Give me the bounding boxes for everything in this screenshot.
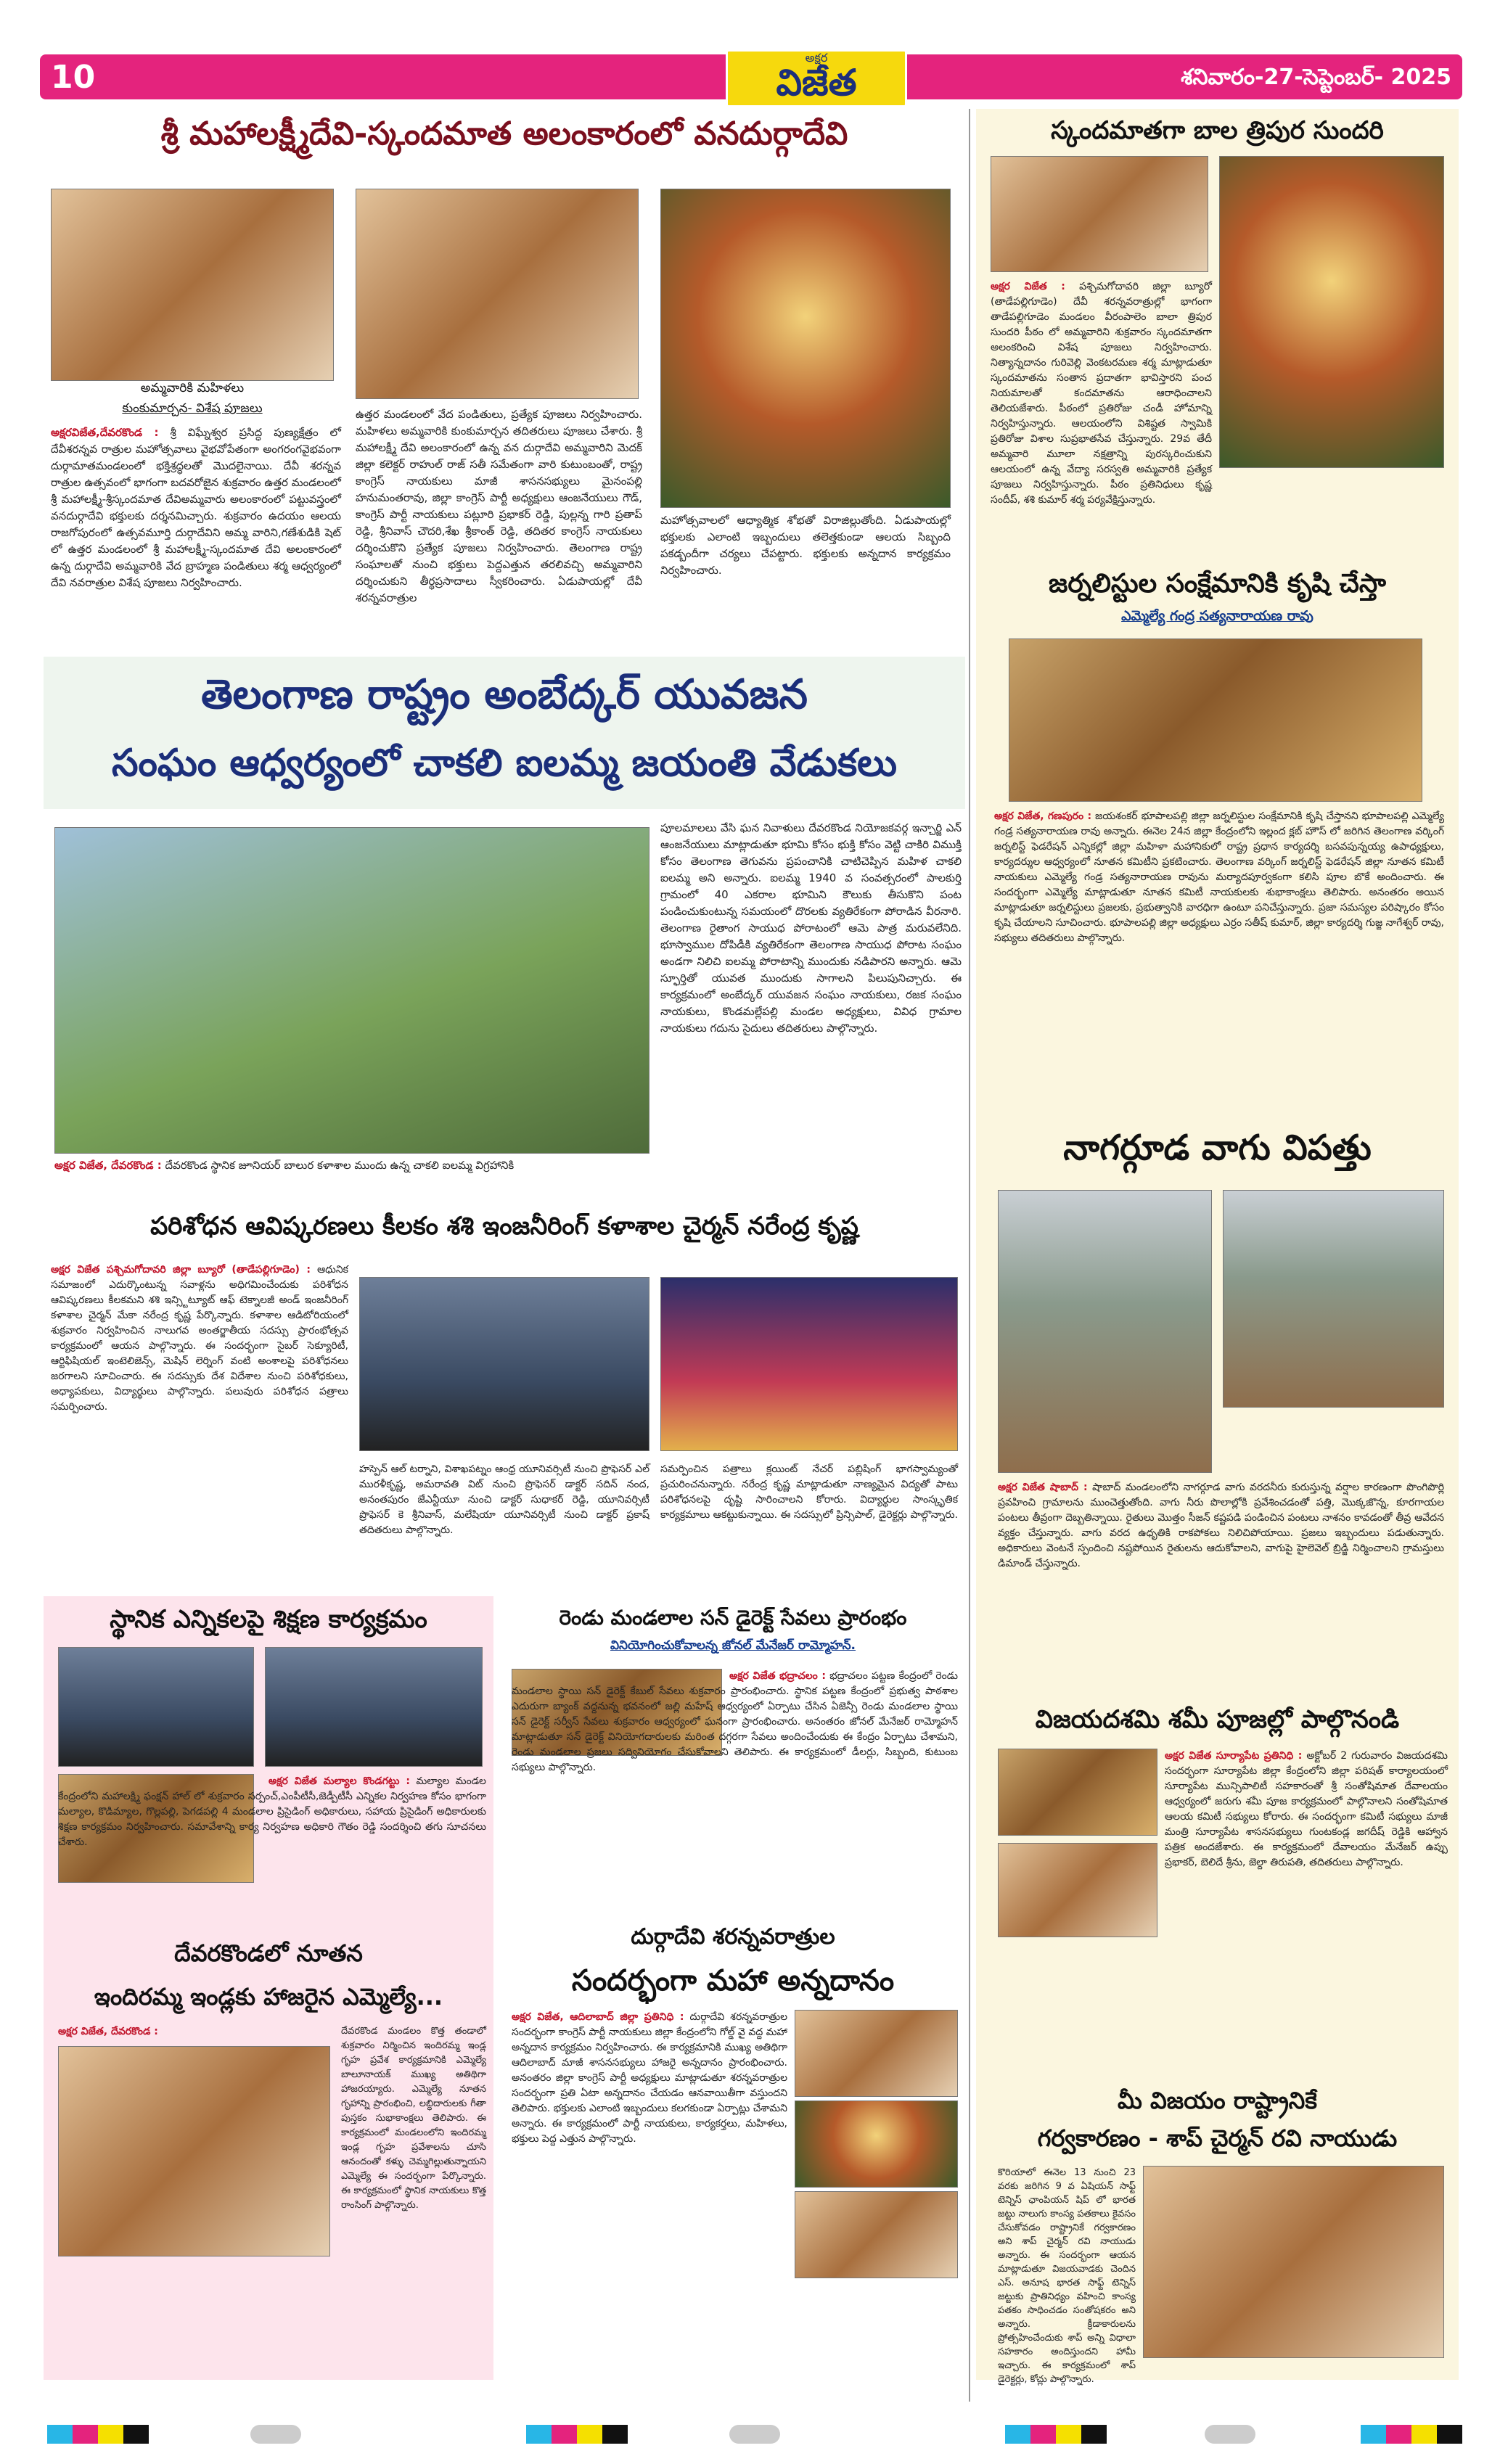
headline-training: స్థానిక ఎన్నికలపై శిక్షణ కార్యక్రమం — [110, 1605, 427, 1634]
a11-body — [512, 2010, 787, 2373]
grey-pill-2 — [729, 2425, 780, 2444]
photo-deity-alankaram — [660, 189, 951, 508]
photo-annadanam-3 — [795, 2191, 958, 2278]
a6-body — [998, 1480, 1444, 1691]
a5-col1 — [51, 1262, 348, 1582]
photo-bala-deity — [1219, 156, 1444, 468]
photo-stage-dance — [660, 1277, 958, 1451]
a1-col3: మహోత్సవాలలో ఆధ్యాత్మిక శోభతో విరాజిల్లుతోంది. ఏడుపాయల్లో భక్తులకు ఎలాంటి ఇబ్బందులు తలెత్తకుండా ఆలయ సిబ్బంది పకడ్బందీగా చర్యలు చేపట్టారు. భక్తులకు అన్నదాన కార్యక్రమం నిర్వహించారు. — [660, 514, 951, 577]
a5-byline: అక్షర విజేత పశ్చిమగోదావరి జిల్లా బ్యూరో (తాడేపల్లిగూడెం) : — [51, 1264, 311, 1276]
headline-ilamma-2: సంఘం ఆధ్వర్యంలో చాకలి ఐలమ్మ జయంతి వేడుకలు — [111, 742, 898, 785]
registration-marks-c2 — [1005, 2425, 1107, 2444]
photo-indiramma-house — [58, 2046, 330, 2256]
a11-text: దుర్గాదేవి శరన్నవరాత్రుల సందర్భంగా కాంగ్రెస్ పార్టీ నాయకులు జిల్లా కేంద్రంలోని గోల్డ్ వై వద్ద మహా అన్నదాన కార్యక్రమం నిర్వహించారు. ఈ కార్యక్రమానికి ముఖ్య అతిథిగా ఆదిలాబాద్ మాజీ శాసనసభ్యులు హాజరై అన్నదానం ప్రారంభించారు. అనంతరం జిల్లా కాంగ్రెస్ పార్టీ అధ్యక్షులు మాట్లాడుతూ శరన్నవరాత్రుల సందర్భంగా ప్రతి ఏటా అన్నదానం చేయడం ఆనవాయితీగా వస్తుందని తెలిపారు. భక్తులకు ఎలాంటి ఇబ్బందులు కలగకుండా ఏర్పాట్లు చేశామని అన్నారు. ఈ కార్యక్రమంలో పార్టీ నాయకులు, కార్యకర్తలు, మహిళలు, భక్తులు పెద్ద ఎత్తున పాల్గొన్నారు. — [512, 2011, 787, 2145]
a5-col1-text: ఆధునిక సమాజంలో ఎదుర్కొంటున్న సవాళ్లను అధిగమించేందుకు పరిశోధన ఆవిష్కరణలు కీలకమని శశి ఇన్స్టిట్యూట్ ఆఫ్ టెక్నాలజీ అండ్ ఇంజనీరింగ్ కళాశాల చైర్మన్ మేకా నరేంద్ర కృష్ణ పేర్కొన్నారు. కళాశాల ఆడిటోరియంలో శుక్రవారం నిర్వహించిన నాలుగవ అంతర్జాతీయ సదస్సు ప్రారంభోత్సవ కార్యక్రమంలో ఆయన పాల్గొన్నారు. ఈ సందర్భంగా సైబర్ సెక్యూరిటీ, ఆర్టిఫిషియల్ ఇంటెలిజెన్స్, మెషిన్ లెర్నింగ్ వంటి అంశాలపై పరిశోధనలు జరగాలని సూచించారు. ఈ సదస్సుకు దేశ విదేశాల నుంచి పరిశోధకులు, అధ్యాపకులు, విద్యార్థులు పాల్గొన్నారు. పలువురు పరిశోధన పత్రాలు సమర్పించారు. — [51, 1264, 348, 1413]
a5-col3: సమర్పించిన పత్రాలు క్లయింట్ నేచర్ పబ్లిషింగ్ భాగస్వామ్యంతో ప్రచురించనున్నారు. నరేంద్ర కృష్ణ మాట్లాడుతూ నాణ్యమైన విద్యతో పాటు పరిశోధనలపై దృష్టి సారించాలని కోరారు. విద్యార్థుల సాంస్కృతిక కార్యక్రమాలు ఆకట్టుకున్నాయి. ఈ సదస్సులో ప్రిన్సిపాల్, డైరెక్టర్లు పాల్గొన్నారు. — [660, 1463, 959, 1521]
registration-marks-c1 — [526, 2425, 628, 2444]
photo-women-pooja — [51, 189, 334, 381]
a2-byline: అక్షర విజేత : — [991, 281, 1065, 292]
subhead-mla-gandra: ఎమ్మెల్యే గంద్ర సత్యనారాయణ రావు — [1121, 608, 1313, 624]
headline-sap-1: మీ విజయం రాష్ట్రానికే — [1118, 2087, 1317, 2114]
headline-nagarguda: నాగర్గూడ వాగు విపత్తు — [1063, 1128, 1372, 1168]
photo-training-hall — [265, 1647, 483, 1767]
column-divider — [969, 109, 970, 2402]
photo-annadanam-1 — [795, 2010, 958, 2097]
photo-flood-2 — [1223, 1190, 1444, 1408]
a5-col2: హస్పెన్ ఆల్ టర్నాని, విశాఖపట్నం ఆంధ్ర యూనివర్సిటీ నుంచి ప్రొఫెసర్ ఎల్ మురళీకృష్ణ, అమరావతి విట్ నుంచి ప్రొఫెసర్ డాక్టర్ సదిన్ నంద, అనంతపురం జేఎన్టీయూ నుంచి డాక్టర్ సుధాకర్ రెడ్డి, యూనివర్సిటీ ప్రొఫెసర్ కె శ్రీనివాస్, మలేషియా యూనివర్సిటీ నుంచి డాక్టర్ ప్రకాష్ తదితరులు పాల్గొన్నారు. — [359, 1463, 649, 1536]
a12-body: కొరియాలో ఈనెల 13 నుంచి 23 వరకు జరిగిన 9 వ ఏషియన్ సాఫ్ట్ టెన్నిస్ ఛాంపియన్ షిప్ లో భారత జట్టు నాలుగు కాంస్య పతకాలు కైవసం చేసుకోవడం రాష్ట్రానికే గర్వకారణం అని శాప్ చైర్మన్ రవి నాయుడు అన్నారు. ఈ సందర్భంగా ఆయన మాట్లాడుతూ విజయవాడకు చెందిన ఎస్. అనూష భారత సాఫ్ట్ టెన్నిస్ జట్టుకు ప్రాతినిధ్యం వహించి కాంస్య పతకం సాధించడం సంతోషకరం అని అన్నారు. క్రీడాకారులను ప్రోత్సహించేందుకు శాప్ అన్ని విధాలా సహకారం అందిస్తుందని హామీ ఇచ్చారు. ఈ కార్యక్రమంలో శాప్ డైరెక్టర్లు, కోచ్లు పాల్గొన్నారు. — [998, 2167, 1136, 2385]
a7-byline: అక్షర విజేత సూర్యాపేట ప్రతినిధి : — [1165, 1750, 1303, 1762]
a2-text: పశ్చిమగోదావరి జిల్లా బ్యూరో (తాడేపల్లిగూడెం) దేవీ శరన్నవరాత్రుల్లో భాగంగా తాడేపల్లిగూడెం మండలం వీరంపాలెం బాలా త్రిపుర సుందరి పీఠం లో అమ్మవారిని శుక్రవారం స్కందమాతగా అలంకరించి విశేష పూజలు నిర్వహించారు. నిత్యాన్నదానం గురివెల్లి వెంకటరమణ శర్మ మాట్లాడుతూ స్కందమాతను సంతాన ప్రదాతగా భావిస్తారని పంచ నియమాలతో కందమాతను ఆరాధించాలని తెలియజేశారు. పీఠంలో ప్రతిరోజు చండీ హోమాన్ని నిర్వహిస్తున్నారు. ఆలయంలోని విశిష్టత స్వామికి ప్రతిరోజు విశాల సుప్రభాతసేవ చేస్తున్నారు. 29వ తేదీ అమ్మవారి మూలా నక్షత్రాన్ని పురస్కరించుకుని ఆలయంలో ఉన్న వేద్యా సరస్వతి అమ్మవారికి ప్రత్యేక పూజలు నిర్వహిస్తున్నారు. పీఠం ప్రతినిధులు కృష్ణ సందీప్, శశి కుమార్ శర్మ పర్యవేక్షిస్తున్నారు. — [991, 281, 1212, 506]
a9-byline: అక్షర విజేత భద్రాచలం : — [729, 1670, 826, 1682]
a9-body — [512, 1669, 958, 1908]
a1-byline: అక్షరవిజేత,దేవరకొండ : — [51, 426, 159, 439]
a4-body: పూలమాలలు వేసి ఘన నివాళులు దేవరకొండ నియోజకవర్గ ఇన్చార్జి ఎన్ ఆంజనేయులు మాట్లాడుతూ భూమి కోసం భుక్తి కోసం వెట్టి చాకిరి విముక్తి కోసం తెలంగాణ తెగువను ప్రపంచానికి చాటిచెప్పిన మహిళ చాకలి ఐలమ్మ అని అన్నారు. ఐలమ్మ 1940 వ సంవత్సరంలో పాలకుర్తి గ్రామంలో 40 ఎకరాల భూమిని కౌలుకు తీసుకొని పంట పండించుకుంటున్న సమయంలో దొరలకు వ్యతిరేకంగా పోరాడిన వీరనారి. తెలంగాణ రైతాంగ సాయుధ పోరాటంలో ఆమె పాత్ర మరువలేనిది. భూస్వాముల దోపిడీకి వ్యతిరేకంగా తెలంగాణ సాయుధ పోరాట సంఘం అండగా నిలిచి ఐలమ్మ పోరాటాన్ని ముందుకు నడిపారని అన్నారు. ఆమె స్ఫూర్తితో యువత ముందుకు సాగాలని పిలుపునిచ్చారు. ఈ కార్యక్రమంలో అంబేద్కర్ యువజన సంఘం నాయకులు, రజక సంఘం నాయకులు, కొండమల్లేపల్లి మండల అధ్యక్షులు, వివిధ గ్రామాల నాయకులు గదును సైదులు తదితరులు పాల్గొన్నారు. — [660, 821, 962, 1035]
headline-indiramma-2: ఇందిరమ్మ ఇండ్లకు హాజరైన ఎమ్మెల్యే... — [94, 1983, 443, 2011]
photo-bala-pooja — [991, 156, 1208, 272]
photo-journalists-group — [1009, 638, 1422, 802]
grey-pill-1 — [250, 2425, 301, 2444]
headline-annadanam-1: దుర్గాదేవి శరన్నవరాత్రుల — [631, 1924, 835, 1950]
headline-annadanam-2: సందర్భంగా మహా అన్నదానం — [571, 1964, 895, 1997]
a8-text: మల్యాల మండల కేంద్రంలోని మహాలక్ష్మి ఫంక్షన్ హాల్ లో శుక్రవారం సర్పంచ్,ఎంపీటీసీ,జెడ్పీటీసీ ఎన్నికల నిర్వహణ కోసం భాగంగా మల్యాల, కొడిమ్యాల, గొల్లపల్లి, పెగడపల్లి 4 మండలాల ప్రిసైడింగ్ అధికారులు, సహాయ ప్రిసైడింగ్ అధికారులకు శిక్షణ కార్యక్రమం నిర్వహించారు. సమావేశాన్ని కార్య నిర్వహణ అధికారి గౌతం రెడ్డి సందర్శించి తగు సూచనలు చేశారు. — [58, 1775, 486, 1848]
a2-body — [991, 279, 1212, 548]
a10-byline: అక్షర విజేత, దేవరకొండ : — [58, 2026, 158, 2037]
headline-ilamma-1: తెలంగాణ రాష్ట్రం అంబేద్కర్ యువజన — [201, 671, 808, 718]
photo-training-stage — [58, 1647, 254, 1767]
a1-col1 — [51, 424, 341, 588]
photo-flood-1 — [998, 1190, 1212, 1473]
caption-kumkumarchana: కుంకుమార్చన- విశేష పూజలు — [122, 401, 263, 416]
headline-vanadurga: శ్రీ మహాలక్ష్మీదేవి-స్కందమాత అలంకారంలో వనదుర్గాదేవి — [160, 115, 848, 152]
subhead-zonal-manager: వినియోగించుకోవాలన్న జోనల్ మేనేజర్ రామ్మోహన్. — [610, 1638, 856, 1653]
a3-byline: అక్షర విజేత, గణపురం : — [994, 810, 1092, 822]
headline-sap-2: గర్వకారణం - శాప్ చైర్మన్ రవి నాయుడు — [1037, 2124, 1398, 2152]
grey-pill-3 — [1205, 2425, 1255, 2444]
masthead-small: అక్షర — [805, 51, 828, 65]
a1-col1-text: శ్రీ విఘ్నేశ్వర ప్రసిద్ధ పుణ్యక్షేత్రం లో దేవీశరన్నవ రాత్రుల మహోత్సవాలు వైభవోపేతంగా అంగరంగవైభవంగా దుర్గామాతమండలంలో భక్తిశ్రద్ధలతో మొదలైనాయి. దేవీ శరన్నవ రాత్రుల ఉత్సవంలో భాగంగా బదవరోజైన శుక్రవారం ఉత్తర మండలంలో శ్రీ మహాలక్ష్మీ-శ్రీస్కందమాత దేవిఅమ్మవారు అలంకారంలో పట్టువస్త్రంలో వనదుర్గాదేవి భక్తులకు దర్శనమిచ్చారు. శుక్రవారం ఉదయం ఆలయ రాజగోపురంలో ఉత్సవమూర్తి దుర్గాదేవిని అమ్మ వారిని,గణేశుడికి షెట్ లో ఉత్తర మండలంలో శ్రీ మహాలక్ష్మీ-స్కందమాత దేవి అలంకారంలో ఉన్న దుర్గాదేవి అమ్మవారికి వేద బ్రాహ్మణ పండితులు శర్మ ఆధ్వర్యంలో దేవి నవరాత్రుల విశేష పూజలు నిర్వహించారు. — [51, 426, 341, 589]
a8-byline: అక్షర విజేత మల్యాల కొండగట్టు : — [269, 1775, 411, 1787]
registration-marks-right — [1361, 2425, 1462, 2444]
a6-byline: అక్షర విజేత షాబాద్ : — [998, 1482, 1088, 1493]
headline-journalists: జర్నలిస్టుల సంక్షేమానికి కృషి చేస్తా — [1049, 569, 1386, 599]
photo-ilamma-statue — [54, 827, 649, 1154]
headline-sasi-college: పరిశోధన ఆవిష్కరణలు కీలకం శశి ఇంజనీరింగ్ కళాశాల చైర్మన్ నరేంద్ర కృష్ణ — [150, 1212, 858, 1241]
a3-text: జయశంకర్ భూపాలపల్లి జిల్లా జర్నలిస్టుల సంక్షేమానికి కృషి చేస్తానని భూపాలపల్లి ఎమ్మెల్యే గండ్ర సత్యనారాయణ రావు అన్నారు. ఈనెల 24న జిల్లా కేంద్రంలోని ఇల్లంద క్లబ్ హౌస్ లో జరిగిన తెలంగాణ వర్కింగ్ జర్నలిస్ట్ ఫెడరేషన్ ఎన్నికల్లో జిల్లా మహిళా మహానికులో రాష్ట్ర ప్రధాన కార్యదర్శి బసవపున్నయ్య ఉపాధ్యక్షులు, కార్యదర్శుల ఆధ్వర్యంలో నూతన కమిటీని ప్రకటించారు. తెలంగాణ వర్కింగ్ జర్నలిస్ట్ ఫెడరేషన్ జిల్లా నూతన కమిటీ నాయకులు ఎమ్మెల్యే గండ్ర సత్యనారాయణ రావును మర్యాదపూర్వకంగా కలిసి పూల బొకే అందించారు. ఈ సందర్భంగా ఎమ్మెల్యే మాట్లాడుతూ నూతన కమిటీ నాయకులకు శుభాకాంక్షలు తెలిపారు. అనంతరం అయిన మాట్లాడుతూ జర్నలిస్టులు ప్రజలకు, ప్రభుత్వానికి వారధిగా ఉంటూ పనిచేస్తున్నారు. ప్రజా సమస్యల పరిష్కారం కోసం కృషి చేయాలని సూచించారు. భూపాలపల్లి జిల్లా అధ్యక్షులు ఎర్రం సతీష్ కుమార్, జిల్లా కార్యదర్శి గుజ్జ నాగేశ్వర్ రావు, సభ్యులు తదితరులు పాల్గొన్నారు. — [994, 810, 1445, 944]
a9-text: భద్రాచలం పట్టణ కేంద్రంలో రెండు మండలాల స్థాయి సన్ డైరెక్ట్ కేబుల్ సేవలు శుక్రవారం ప్రారంభించారు. స్థానిక పట్టణ కేంద్రంలో ప్రభుత్వ పాఠశాల ఎదురుగా బ్యాంక్ వద్దనున్న భవనంలో జల్లి మహేష్ ఆధ్వర్యంలో ఏర్పాటు చేసిన ఏజెన్సీ రెండు మండలాల స్థాయి సన్ డైరెక్ట్ సర్వీస్ సేవలు శుక్రవారం ఆధ్వర్యంలో ఘనంగా ప్రారంభించారు. అనంతరం జోనల్ మేనేజర్ రామ్మోహన్ మాట్లాడుతూ సన్ డైరెక్ట్ వినియోగదారులకు మరింత దగ్గరగా సేవలు అందించేందుకు ఈ కేంద్రం ఏర్పాటు చేశామని, రెండు మండలాల ప్రజలు సద్వినియోగం చేసుకోవాలని తెలిపారు. ఈ కార్యక్రమంలో డీలర్లు, సిబ్బంది, కుటుంబ సభ్యులు పాల్గొన్నారు. — [512, 1670, 958, 1773]
headline-balatripura: స్కందమాతగా బాల త్రిపుర సుందరి — [1051, 116, 1384, 145]
a6-text: షాబాద్ మండలంలోని నాగర్గూడ వాగు వరదనీరు కురుస్తున్న వర్షాల కారణంగా పొంగిపొర్లి ప్రవహించి గ్రామాలను ముంచెత్తుతోంది. వాగు నీరు పొలాల్లోకి ప్రవేశించడంతో పత్తి, మొక్కజొన్న, కూరగాయల పంటలు తీవ్రంగా దెబ్బతిన్నాయి. రైతులు మొత్తం సీజన్ కష్టపడి పండించిన పంటలు నాశనం కావడంతో తీవ్ర ఆవేదన వ్యక్తం చేస్తున్నారు. వాగు వరద ఉధృతికి రాకపోకలు నిలిచిపోయాయి. ప్రజలు ఇబ్బందులు పడుతున్నారు. అధికారులు వెంటనే స్పందించి నష్టపోయిన రైతులను ఆదుకోవాలని, వాగుపై హైలెవెల్ బ్రిడ్జి నిర్మించాలని గ్రామస్తులు డిమాండ్ చేస్తున్నారు. — [998, 1482, 1445, 1569]
a4-byline: అక్షర విజేత, దేవరకొండ : — [54, 1159, 162, 1172]
a7-text: అక్టోబర్ 2 గురువారం విజయదశమి సందర్భంగా సూర్యాపేట జిల్లా కేంద్రంలోని జిల్లా పరిషత్ కార్యాలయంలో సూర్యాపేట మున్సిపాలిటీ సహకారంతో శ్రీ సంతోషిమాత దేవాలయం ఆధ్వర్యంలో జరుగు శమీ పూజ కార్యక్రమంలో పాల్గొనాలని సంతోషిమాత ఆలయ కమిటీ సభ్యులు కోరారు. ఈ సందర్భంగా కమిటీ సభ్యులు మాజీ మంత్రి సూర్యాపేట శాసనసభ్యులు గుంటకండ్ల జగదీష్ రెడ్డికి ఆహ్వాన పత్రిక అందజేశారు. ఈ కార్యక్రమంలో దేవాలయం మేనేజర్ ఉప్పు ప్రభాకర్, బెలిదే శ్రీను, జెల్దా తిరుపతి, తదితరులు పాల్గొన్నారు. — [1165, 1750, 1448, 1868]
issue-date: శనివారం-27-సెప్టెంబర్- 2025 — [1181, 65, 1451, 90]
headline-vijayadasami: విజయదశమి శమీ పూజల్లో పాల్గొనండి — [1035, 1705, 1400, 1734]
a3-body — [994, 809, 1444, 1106]
photo-sap-chairman — [1143, 2166, 1444, 2358]
a4-bottom — [54, 1157, 649, 1194]
headline-sun-direct: రెండు మండలాల సన్ డైరెక్ట్ సేవలు ప్రారంభం — [559, 1606, 907, 1630]
masthead: విజేత — [776, 62, 857, 104]
a11-byline: అక్షర విజేత, ఆదిలాబాద్ జిల్లా ప్రతినిధి : — [512, 2011, 684, 2023]
headline-indiramma-1: దేవరకొండలో నూతన — [174, 1939, 363, 1967]
a10-body: దేవరకొండ మండలం కొత్త తండాలో శుక్రవారం నిర్మించిన ఇందిరమ్మ ఇండ్ల గృహ ప్రవేశ కార్యక్రమానికి ఎమ్మెల్యే బాలూనాయక్ ముఖ్య అతిథిగా హాజరయ్యారు. ఎమ్మెల్యే నూతన గృహాన్ని ప్రారంభించి, లబ్ధిదారులకు గీతా పుస్తకం సుభాకాంక్షలు తెలిపారు. ఈ కార్యక్రమంలో మండలంలోని ఇందిరమ్మ ఇండ్ల గృహ ప్రవేశాలను చూసి ఆనందంతో కళ్ళు చెమ్మగిల్లుతున్నాయని ఎమ్మెల్యే ఈ సందర్భంగా పేర్కొన్నారు. ఈ కార్యక్రమంలో స్థానిక నాయకులు కొత్త రాంసింగ్ పాల్గొన్నారు. — [341, 2026, 486, 2211]
caption-women: అమ్మవారికి మహిళలు — [140, 381, 245, 395]
a8-body — [58, 1774, 486, 1930]
a1-col2: ఉత్తర మండలంలో వేద పండితులు, ప్రత్యేక పూజలు నిర్వహించారు. మహిళలు అమ్మవారికి కుంకుమార్చన తదితరులు పూజలు చేశారు. శ్రీ మహాలక్ష్మీ దేవి అలంకారంలో ఉన్న వన దుర్గాదేవి అమ్మవారిని మెదక్ జిల్లా కలెక్టర్ రాహుల్ రాజ్ సతీ సమేతంగా వారి కుటుంబంతో, రాష్ట్ర కాంగ్రెస్ నాయకులు మాజీ శాసనసభ్యులు మైనంపల్లి హనుమంతరావు, జిల్లా కాంగ్రెస్ పార్టీ అధ్యక్షులు ఆంజనేయులు గౌడ్, కాంగ్రెస్ పార్టీ నాయకులు పట్లూరి ప్రభాకర్ రెడ్డి, పుల్లన్న గారి ప్రతాప్ రెడ్డి, శ్రీనివాస్ చౌదరి,శేఖ శ్రీకాంత్ రెడ్డి, తదితర కాంగ్రెస్ నాయకులు దర్శించుకొని ప్రత్యేక పూజలు నిర్వహించారు. తెలంగాణ రాష్ట్ర సంఘాలతో నుంచి భక్తులు పెద్దఎత్తున తరలివచ్చి అమ్మవారిని దర్శించుకుని తీర్థప్రసాదాలు స్వీకరించారు. ఏడుపాయల్లో దేవీ శరన్నవరాత్రుల — [356, 408, 642, 604]
photo-mla-portrait — [998, 1749, 1157, 1836]
photo-annadanam-2 — [795, 2100, 958, 2188]
registration-marks-left — [47, 2425, 149, 2444]
photo-invitation — [998, 1843, 1157, 1937]
photo-temple-crowd — [356, 189, 639, 399]
page-number: 10 — [51, 59, 96, 96]
photo-auditorium — [359, 1277, 649, 1451]
a7-body — [1165, 1749, 1448, 2071]
a4-bottom-text: దేవరకొండ స్థానిక జూనియర్ బాలుర కళాశాల ముందు ఉన్న చాకలి ఐలమ్మ విగ్రహానికి — [165, 1159, 515, 1172]
